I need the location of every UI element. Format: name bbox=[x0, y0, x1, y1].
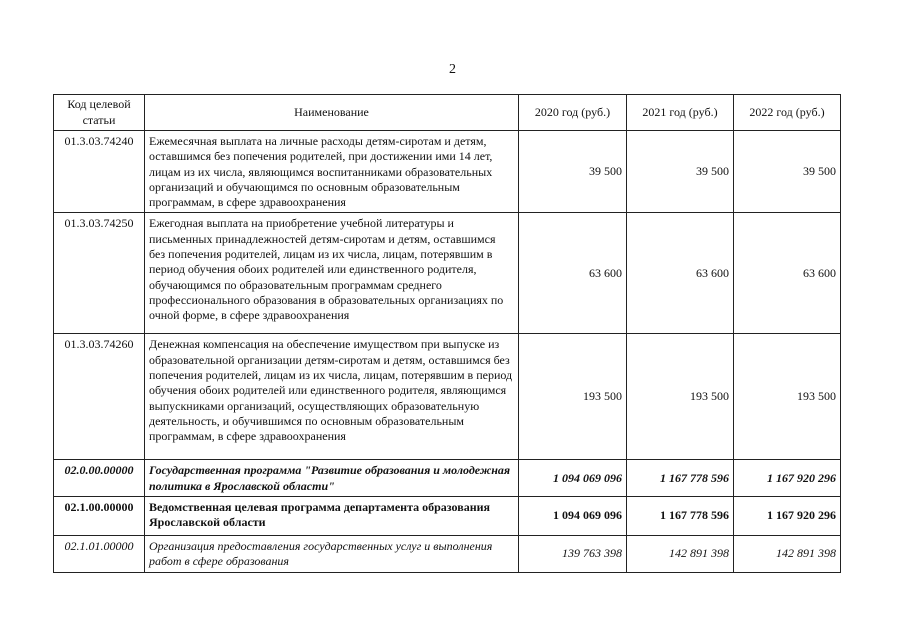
cell-2020: 139 763 398 bbox=[519, 536, 627, 573]
cell-2021: 193 500 bbox=[627, 334, 734, 460]
table-row-program bbox=[54, 460, 841, 497]
cell-code: 02.0.00.00000 bbox=[54, 460, 145, 497]
cell-2022: 1 167 920 296 bbox=[734, 460, 841, 497]
cell-2020: 63 600 bbox=[519, 213, 627, 334]
table-row bbox=[54, 334, 841, 460]
cell-2020: 1 094 069 096 bbox=[519, 460, 627, 497]
cell-2020: 1 094 069 096 bbox=[519, 497, 627, 536]
header-2022: 2022 год (руб.) bbox=[734, 95, 841, 131]
cell-name: Ежегодная выплата на приобретение учебной литературы и письменных принадлежностей детям-сиротам и детям, оставшимся без попечения родителей, лицам из их числа, лицам, потерявшим в период обучения обоих родителей или единственного родителя, обучающимся по образовательным программам среднего профессионального образования в образовательных организациях по очной форме, в сфере здравоохранения bbox=[145, 213, 519, 334]
cell-name: Организация предоставления государственных услуг и выполнения работ в сфере образования bbox=[145, 536, 519, 573]
header-2021: 2021 год (руб.) bbox=[627, 95, 734, 131]
cell-code: 01.3.03.74250 bbox=[54, 213, 145, 334]
cell-name: Ежемесячная выплата на личные расходы детям-сиротам и детям, оставшимся без попечения родителей, при достижении ими 14 лет, лицам из их числа, являющимся воспитанниками образовательных организаций и обучающимся по основным образовательным программам, в сфере здравоохранения bbox=[145, 131, 519, 213]
cell-code: 01.3.03.74240 bbox=[54, 131, 145, 213]
cell-2022: 193 500 bbox=[734, 334, 841, 460]
cell-2022: 142 891 398 bbox=[734, 536, 841, 573]
cell-2021: 142 891 398 bbox=[627, 536, 734, 573]
cell-2021: 1 167 778 596 bbox=[627, 460, 734, 497]
cell-code: 02.1.01.00000 bbox=[54, 536, 145, 573]
cell-name: Ведомственная целевая программа департамента образования Ярославской области bbox=[145, 497, 519, 536]
cell-2020: 193 500 bbox=[519, 334, 627, 460]
header-2020: 2020 год (руб.) bbox=[519, 95, 627, 131]
cell-code: 01.3.03.74260 bbox=[54, 334, 145, 460]
cell-name: Денежная компенсация на обеспечение имуществом при выпуске из образовательной организации детям-сиротам и детям, оставшимся без попечения родителей, лицам из их числа, лицам, потерявшим в период обучения обоих родителей или единственного родителя, являющимся выпускниками организаций, осуществляющих образовательную деятельность, и обучившимся по основным образовательным программам, в сфере здравоохранения bbox=[145, 334, 519, 460]
table-row-activity bbox=[54, 536, 841, 573]
cell-2022: 63 600 bbox=[734, 213, 841, 334]
cell-code: 02.1.00.00000 bbox=[54, 497, 145, 536]
budget-table bbox=[53, 94, 841, 573]
page-number: 2 bbox=[449, 62, 456, 77]
cell-name: Государственная программа "Развитие образования и молодежная политика в Ярославской области" bbox=[145, 460, 519, 497]
cell-2020: 39 500 bbox=[519, 131, 627, 213]
cell-2022: 1 167 920 296 bbox=[734, 497, 841, 536]
cell-2021: 63 600 bbox=[627, 213, 734, 334]
header-code: Код целевой статьи bbox=[54, 95, 145, 131]
table-row-subprogram bbox=[54, 497, 841, 536]
cell-2021: 1 167 778 596 bbox=[627, 497, 734, 536]
table-row bbox=[54, 213, 841, 334]
table-row bbox=[54, 131, 841, 213]
header-name: Наименование bbox=[145, 95, 519, 131]
cell-2021: 39 500 bbox=[627, 131, 734, 213]
cell-2022: 39 500 bbox=[734, 131, 841, 213]
table-header-row bbox=[54, 95, 841, 131]
